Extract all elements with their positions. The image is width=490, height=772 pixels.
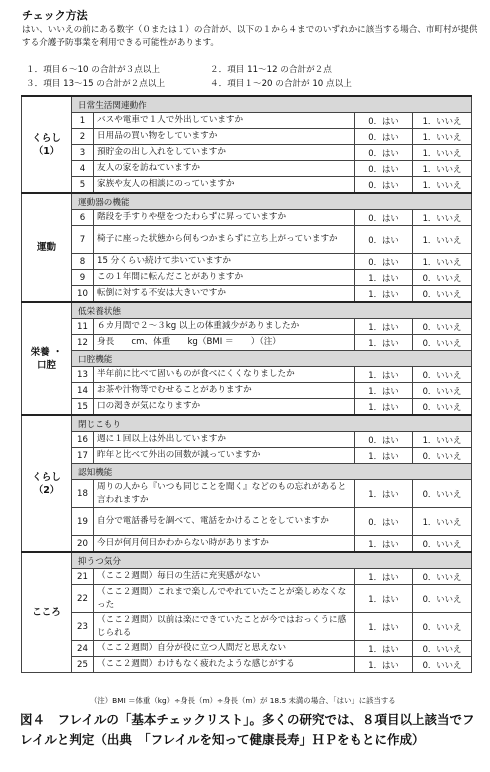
item-number: 6 <box>72 210 94 226</box>
checklist-row <box>22 657 472 673</box>
answer-yes: 0．はい <box>355 161 413 177</box>
answer-yes: 1．はい <box>355 480 413 508</box>
checklist-row <box>22 335 472 351</box>
item-number: 22 <box>72 585 94 613</box>
answer-no: 1．いいえ <box>413 177 472 194</box>
answer-no: 0．いいえ <box>413 569 472 585</box>
domain-label: こころ <box>22 552 72 673</box>
item-number: 13 <box>72 367 94 383</box>
question-text: （ここ２週間）わけもなく疲れたような感じがする <box>94 657 355 673</box>
figure-caption: 図４ フレイルの「基本チェックリスト」。多くの研究では、８項目以上該当でフレイルと判定（出典 「フレイルを知って健康長寿」ＨＰをもとに作成） <box>20 712 475 747</box>
group-header-row <box>22 464 472 480</box>
group-header-row <box>22 351 472 367</box>
answer-yes: 0．はい <box>355 254 413 270</box>
answer-no: 0．いいえ <box>413 613 472 641</box>
checklist-row <box>22 383 472 399</box>
answer-no: 0．いいえ <box>413 448 472 464</box>
question-text: 週に１回以上は外出していますか <box>94 432 355 448</box>
checklist-row <box>22 367 472 383</box>
answer-no: 0．いいえ <box>413 641 472 657</box>
answer-no: 0．いいえ <box>413 319 472 335</box>
answer-yes: 1．はい <box>355 448 413 464</box>
answer-yes: 1．はい <box>355 585 413 613</box>
item-number: 17 <box>72 448 94 464</box>
domain-label: くらし （1） <box>22 96 72 193</box>
question-text: 椅子に座った状態から何もつかまらずに立ち上がっていますか <box>94 226 355 254</box>
answer-no: 1．いいえ <box>413 432 472 448</box>
checklist-row <box>22 177 472 194</box>
answer-no: 0．いいえ <box>413 367 472 383</box>
question-text: 転倒に対する不安は大きいですか <box>94 286 355 303</box>
item-number: 4 <box>72 161 94 177</box>
answer-yes: 0．はい <box>355 226 413 254</box>
answer-yes: 1．はい <box>355 569 413 585</box>
checklist-row <box>22 508 472 536</box>
domain-label: 栄養 ・ 口腔 <box>22 302 72 415</box>
answer-yes: 1．はい <box>355 286 413 303</box>
item-number: 1 <box>72 113 94 129</box>
group-header-row <box>22 302 472 319</box>
answer-yes: 0．はい <box>355 210 413 226</box>
checklist-row <box>22 254 472 270</box>
category-header: 日常生活関連動作 <box>72 96 472 113</box>
criterion-3: ３．項目 13～15 の合計が２点以上 <box>26 79 166 89</box>
checklist-row <box>22 641 472 657</box>
answer-no: 1．いいえ <box>413 226 472 254</box>
answer-no: 0．いいえ <box>413 480 472 508</box>
question-text: 階段を手すりや壁をつたわらずに昇っていますか <box>94 210 355 226</box>
question-text: 家族や友人の相談にのっていますか <box>94 177 355 194</box>
answer-yes: 1．はい <box>355 641 413 657</box>
item-number: 12 <box>72 335 94 351</box>
answer-yes: 1．はい <box>355 383 413 399</box>
item-number: 25 <box>72 657 94 673</box>
answer-no: 0．いいえ <box>413 335 472 351</box>
answer-no: 0．いいえ <box>413 270 472 286</box>
question-text: ６カ月間で２～３kg 以上の体重減少がありましたか <box>94 319 355 335</box>
question-text: 友人の家を訪ねていますか <box>94 161 355 177</box>
item-number: 23 <box>72 613 94 641</box>
question-text: 自分で電話番号を調べて、電話をかけることをしていますか <box>94 508 355 536</box>
checklist-row <box>22 585 472 613</box>
category-header: 低栄養状態 <box>72 302 472 319</box>
question-text: （ここ２週間）これまで楽しんでやれていたことが楽しめなくなった <box>94 585 355 613</box>
question-text: バスや電車で１人で外出していますか <box>94 113 355 129</box>
answer-no: 1．いいえ <box>413 254 472 270</box>
question-text: 周りの人から『いつも同じことを聞く』などのもの忘れがあると言われますか <box>94 480 355 508</box>
answer-yes: 0．はい <box>355 113 413 129</box>
checklist-table <box>21 95 472 673</box>
checklist-row <box>22 145 472 161</box>
answer-no: 1．いいえ <box>413 145 472 161</box>
criterion-4: ４．項目１～20 の合計が 10 点以上 <box>210 79 352 89</box>
item-number: 16 <box>72 432 94 448</box>
checklist-row <box>22 613 472 641</box>
answer-yes: 0．はい <box>355 508 413 536</box>
question-text: 今日が何月何日かわからない時がありますか <box>94 536 355 553</box>
criterion-2: ２．項目 11～12 の合計が２点 <box>210 65 332 75</box>
domain-label: くらし （2） <box>22 415 72 552</box>
domain-label: 運動 <box>22 193 72 302</box>
category-header: 口腔機能 <box>72 351 472 367</box>
intro-text: はい、いいえの前にある数字（０または１）の合計が、以下の１から４までのいずれかに該当する場合、市町村が提供する介護予防事業を利用できる可能性があります。 <box>22 25 478 48</box>
answer-no: 0．いいえ <box>413 383 472 399</box>
item-number: 5 <box>72 177 94 194</box>
checklist-row <box>22 319 472 335</box>
question-text: 日用品の買い物をしていますか <box>94 129 355 145</box>
checklist-row <box>22 113 472 129</box>
question-text: 15 分くらい続けて歩いていますか <box>94 254 355 270</box>
check-method-title: チェック方法 <box>22 9 88 22</box>
item-number: 8 <box>72 254 94 270</box>
answer-no: 1．いいえ <box>413 161 472 177</box>
answer-no: 1．いいえ <box>413 113 472 129</box>
answer-no: 0．いいえ <box>413 536 472 553</box>
answer-no: 1．いいえ <box>413 129 472 145</box>
checklist-row <box>22 210 472 226</box>
item-number: 10 <box>72 286 94 303</box>
answer-yes: 1．はい <box>355 319 413 335</box>
checklist-row <box>22 448 472 464</box>
question-text: （ここ２週間）自分が役に立つ人間だと思えない <box>94 641 355 657</box>
item-number: 14 <box>72 383 94 399</box>
criterion-1: １．項目６～10 の合計が３点以上 <box>26 65 160 75</box>
checklist-row <box>22 129 472 145</box>
checklist-row <box>22 432 472 448</box>
item-number: 19 <box>72 508 94 536</box>
answer-no: 1．いいえ <box>413 210 472 226</box>
question-text: 預貯金の出し入れをしていますか <box>94 145 355 161</box>
category-header: 閉じこもり <box>72 415 472 432</box>
answer-yes: 1．はい <box>355 335 413 351</box>
answer-yes: 0．はい <box>355 432 413 448</box>
item-number: 11 <box>72 319 94 335</box>
item-number: 20 <box>72 536 94 553</box>
answer-yes: 1．はい <box>355 270 413 286</box>
item-number: 9 <box>72 270 94 286</box>
answer-no: 0．いいえ <box>413 657 472 673</box>
question-text: 身長 cm、体重 kg（BMI ＝ ）（注） <box>94 335 355 351</box>
answer-yes: 0．はい <box>355 177 413 194</box>
answer-no: 0．いいえ <box>413 585 472 613</box>
checklist-row <box>22 286 472 303</box>
checklist-row <box>22 480 472 508</box>
answer-yes: 1．はい <box>355 657 413 673</box>
item-number: 3 <box>72 145 94 161</box>
group-header-row <box>22 415 472 432</box>
question-text: 昨年と比べて外出の回数が減っていますか <box>94 448 355 464</box>
checklist-row <box>22 226 472 254</box>
answer-yes: 1．はい <box>355 367 413 383</box>
question-text: この１年間に転んだことがありますか <box>94 270 355 286</box>
answer-yes: 1．はい <box>355 399 413 416</box>
answer-no: 0．いいえ <box>413 399 472 416</box>
group-header-row <box>22 193 472 210</box>
item-number: 24 <box>72 641 94 657</box>
question-text: （ここ２週間）以前は楽にできていたことが今ではおっくうに感じられる <box>94 613 355 641</box>
checklist-row <box>22 161 472 177</box>
item-number: 2 <box>72 129 94 145</box>
category-header: 認知機能 <box>72 464 472 480</box>
checklist-row <box>22 270 472 286</box>
checklist-row <box>22 569 472 585</box>
group-header-row <box>22 552 472 569</box>
question-text: （ここ２週間）毎日の生活に充実感がない <box>94 569 355 585</box>
category-header: 運動器の機能 <box>72 193 472 210</box>
answer-no: 0．いいえ <box>413 286 472 303</box>
item-number: 18 <box>72 480 94 508</box>
checklist-row <box>22 536 472 553</box>
question-text: お茶や汁物等でむせることがありますか <box>94 383 355 399</box>
group-header-row <box>22 96 472 113</box>
question-text: 半年前に比べて固いものが食べにくくなりましたか <box>94 367 355 383</box>
answer-no: 1．いいえ <box>413 508 472 536</box>
bmi-note: （注）BMI ＝体重（kg）÷身長（m）÷身長（m）が 18.5 未満の場合、「はい」に該当する <box>90 696 396 705</box>
item-number: 21 <box>72 569 94 585</box>
item-number: 15 <box>72 399 94 416</box>
answer-yes: 0．はい <box>355 145 413 161</box>
question-text: 口の渇きが気になりますか <box>94 399 355 416</box>
answer-yes: 1．はい <box>355 536 413 553</box>
item-number: 7 <box>72 226 94 254</box>
checklist-row <box>22 399 472 416</box>
answer-yes: 1．はい <box>355 613 413 641</box>
answer-yes: 0．はい <box>355 129 413 145</box>
category-header: 抑うつ気分 <box>72 552 472 569</box>
